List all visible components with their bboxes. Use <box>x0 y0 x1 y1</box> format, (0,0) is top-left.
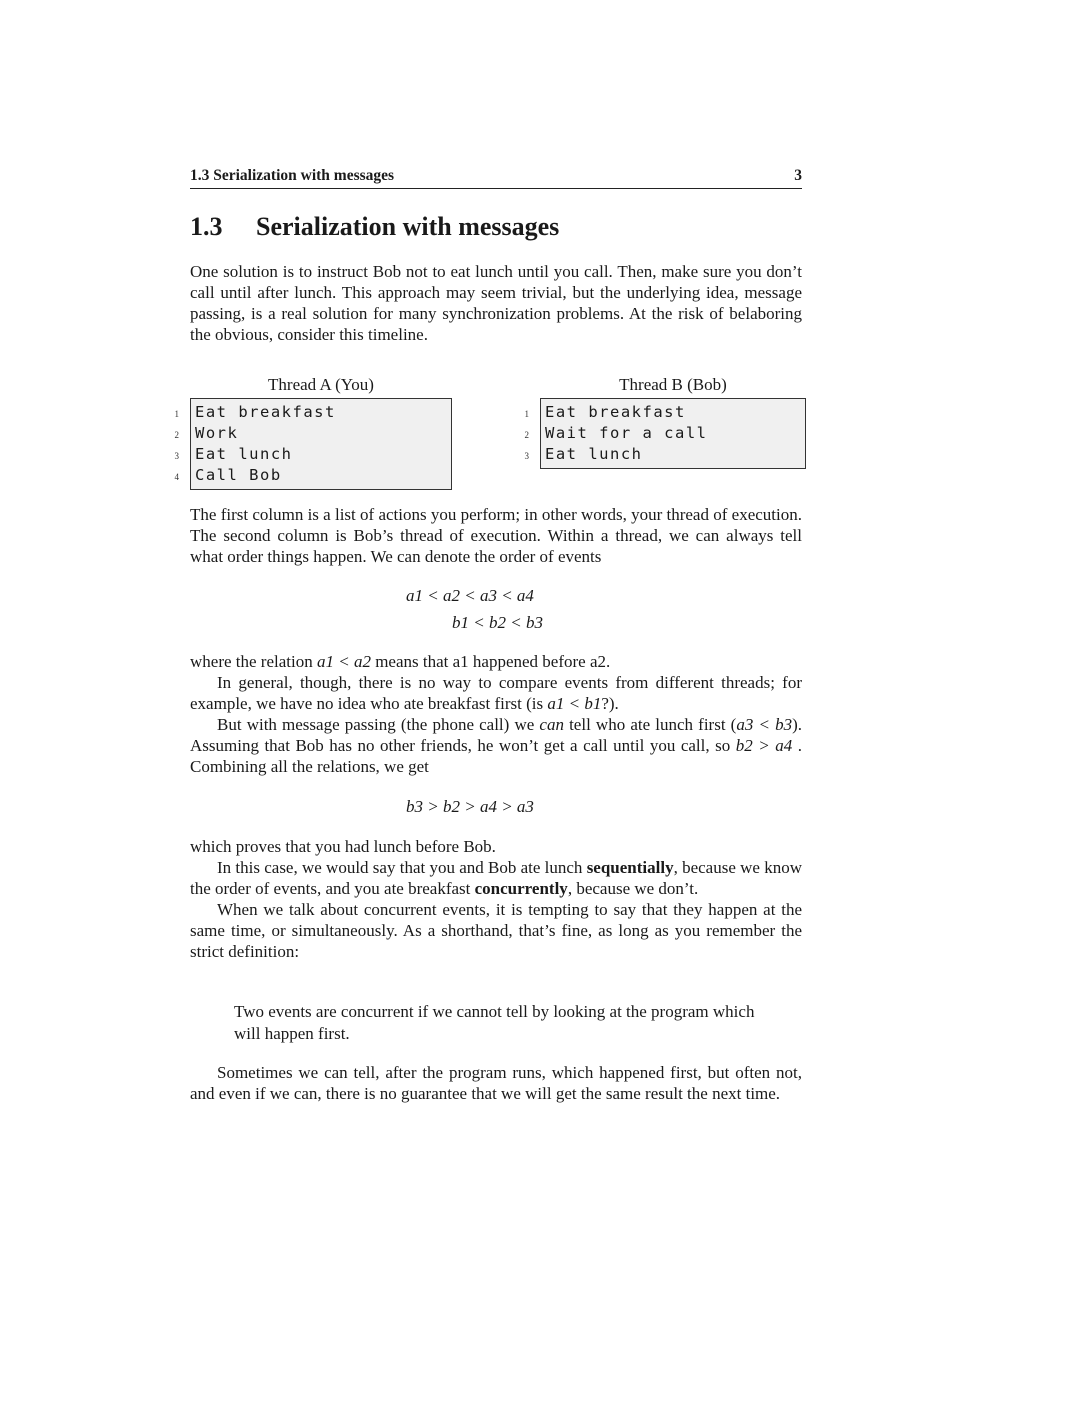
inline-math: a1 < a2 <box>316 652 371 671</box>
sequential-paragraph <box>190 857 802 899</box>
text-run: . Combining all the relations, we get <box>190 736 802 776</box>
final-paragraph: Sometimes we can tell, after the program runs, which happened first, but often not, and even if we can, there is no guarantee that we will get the same result the next time. <box>190 1063 802 1103</box>
intro-paragraph: One solution is to instruct Bob not to eat lunch until you call. Then, make sure you don’t call until after lunch. This approach may seem trivial, but the underlying idea, message passing, is a real solution for many synchronization problems. At the risk of belaboring the obvious, consider this timeline. <box>190 262 802 344</box>
thread-timeline <box>174 374 802 498</box>
code-line <box>174 402 451 423</box>
text-run: tell who ate lunch first ( <box>563 715 737 734</box>
equation-combined: b3 > b2 > a4 > a3 <box>406 797 534 816</box>
line-number: 3 <box>524 451 529 461</box>
inline-math: a1 < b1 <box>547 694 602 713</box>
section-heading <box>190 212 559 242</box>
code-line <box>174 444 451 465</box>
relation-line <box>190 651 802 672</box>
text-run: In this case, we would say that you and Bob ate lunch <box>217 858 587 877</box>
term-sequentially: sequentially <box>586 858 674 877</box>
text-run: ). Assuming that Bob has no other friends, he won’t get a call until you call, so <box>190 715 802 755</box>
text-run: means that a1 happened before a2. <box>370 652 611 671</box>
code-text: Wait for a call <box>545 424 708 442</box>
thread-a-title: Thread A (You) <box>268 375 374 394</box>
code-text: Eat lunch <box>545 445 643 463</box>
definition-quote: Two events are concurrent if we cannot tell by looking at the program which will happen first. <box>234 1002 755 1043</box>
simultaneous-paragraph: When we talk about concurrent events, it is tempting to say that they happen at the same time, or simultaneously. As a shorthand, that’s fine, as long as you remember the strict definition: <box>190 900 802 961</box>
text-run: , because we don’t. <box>567 879 699 898</box>
paragraph-conclusion <box>190 836 802 962</box>
header-page-number: 3 <box>794 167 802 184</box>
code-line <box>174 423 451 444</box>
paragraph-relations <box>190 651 802 777</box>
code-text: Eat breakfast <box>545 403 686 421</box>
line-number: 1 <box>174 409 179 419</box>
thread-b <box>524 374 806 469</box>
code-text: Eat lunch <box>195 445 293 463</box>
line-number: 3 <box>174 451 179 461</box>
paragraph-execution: The first column is a list of actions you perform; in other words, your thread of execution. The second column is Bob’s thread of execution. Within a thread, we can always tell what order things happen. We can denote the order of events <box>190 505 802 566</box>
text-run: where the relation <box>190 652 317 671</box>
text-run: In general, though, there is no way to compare events from different threads; for example, we have no idea who ate breakfast first (is <box>190 673 802 713</box>
message-passing-paragraph <box>190 714 802 777</box>
equation-thread-a: a1 < a2 < a3 < a4 <box>406 586 534 605</box>
emphasis: can <box>539 715 564 734</box>
inline-math: b2 > a4 <box>735 736 793 755</box>
text-run: ?). <box>601 694 619 713</box>
code-text: Work <box>195 424 239 442</box>
general-paragraph <box>190 672 802 714</box>
code-text: Eat breakfast <box>195 403 336 421</box>
code-line <box>524 402 805 423</box>
inline-math: a3 < b3 <box>736 715 793 734</box>
line-number: 2 <box>524 430 529 440</box>
text-run: But with message passing (the phone call) we <box>217 715 540 734</box>
thread-a-code <box>174 398 452 490</box>
line-number: 4 <box>174 472 179 482</box>
header-section-title: 1.3 Serialization with messages <box>190 167 395 184</box>
code-line <box>174 465 451 486</box>
code-line <box>524 444 805 465</box>
thread-b-title: Thread B (Bob) <box>619 375 727 394</box>
equation-thread-b: b1 < b2 < b3 <box>452 613 543 632</box>
code-line <box>524 423 805 444</box>
section-number: 1.3 <box>190 212 223 241</box>
text-run: , because we know the order of events, and you ate breakfast <box>190 858 802 898</box>
code-text: Call Bob <box>195 466 282 484</box>
section-title: Serialization with messages <box>256 212 560 241</box>
term-concurrently: concurrently <box>474 879 568 898</box>
line-number: 2 <box>174 430 179 440</box>
proves-line: which proves that you had lunch before Bob. <box>190 837 496 856</box>
thread-a <box>174 374 452 490</box>
running-header <box>190 166 802 189</box>
thread-b-code <box>524 398 806 469</box>
line-number: 1 <box>524 409 529 419</box>
